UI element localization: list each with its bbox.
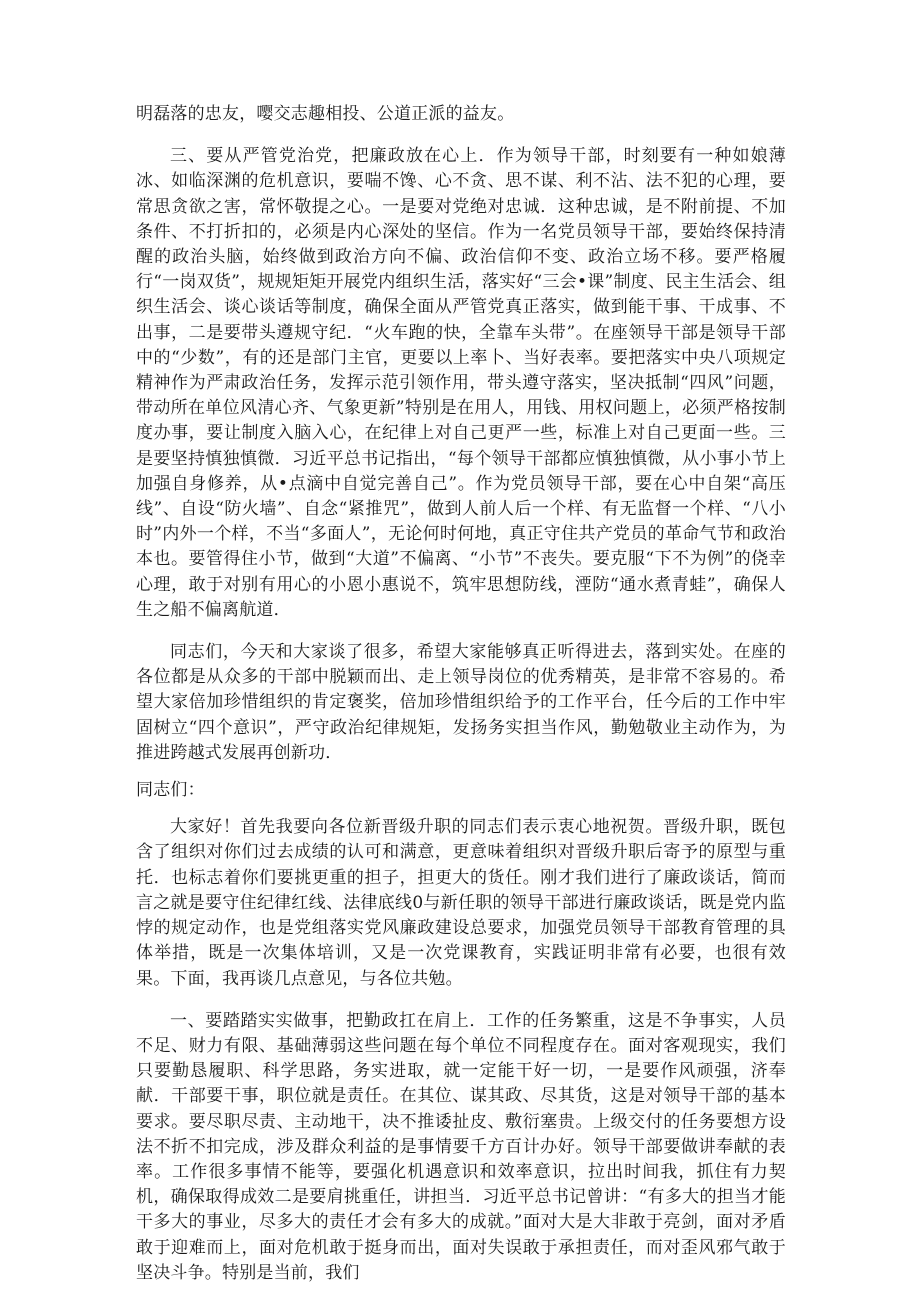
document-page [136, 102, 786, 1286]
paragraph-2: 三、要从严管党治党，把廉政放在心上．作为领导干部，时刻要有一种如娘薄冰、如临深渊的危机意识，要喘不馋、心不贪、思不谋、利不沾、法不犯的心理，要常思贪欲之害，常怀敬提之心。一是要对党绝对忠诚．这种忠诚，是不附前提、不加条件、不打折扣的，必须是内心深处的坚信。作为一名党员领导干部，要始终保持清醒的政治头脑，始终做到政治方向不偏、政治信仰不变、政治立场不移。要严格履行“一岗双货”，规规矩矩开展党内组织生活，落实好“三会•课”制度、民主生活会、组织生活会、谈心谈话等制度，确保全面从严管党真正落实，做到能干事、干成事、不出事，二是要带头遵规守纪．“火车跑的快，全靠车头带”。在座领导干部是领导干部中的“少数”，有的还是部门主官，更要以上率卜、当好表率。要把落实中央八项规定精神作为严肃政治任务，发挥示范引领作用，带头遵守落实，坚决抵制“四风”问题，带动所在单位风清心齐、气象更新”特别是在用人，用钱、用权问题上，必须严格按制度办事，要让制度入脑入心，在纪律上对自己更严一些，标准上对自己更面一些。三是要坚持慎独慎微．习近平总书记指出，“每个领导干部都应慎独慎微，从小事小节上加强自身修养，从•点滴中自觉完善自己”。作为党员领导干部，要在心中自架“高压线”、自设“防火墙”、自念“紧推咒”，做到人前人后一个样、有无监督一个样、“八小时”内外一个样，不当“多面人”，无论何时何地，真正守住共产党员的革命气节和政治本也。要管得住小节，做到“大道”不偏离、“小节”不丧失。要克服“下不为例”的侥幸心理，敢于对别有用心的小恩小惠说不，筑牢思想防线，湮防“通水煮青蛙”，确保人生之船不偏离航道． [136, 146, 786, 620]
paragraph-5: 大家好！首先我要向各位新晋级升职的同志们表示衷心地祝贺。晋级升职，既包含了组织对你们过去成绩的认可和满意，更意味着组织对晋级升职后寄予的原型与重托．也标志着你们要挑更重的担子，担更大的货任。刚才我们进行了廉政谈话，简而言之就是要守住纪律红线、法律底线0与新任职的领导干部进行廉政谈话，既是党内监悖的规定动作，也是党组落实党风廉政建设总要求，加强党员领导干部教育管理的具体举措，既是一次集体培训，又是一次党课教育，实践证明非常有必要，也很有效果。下面，我再谈几点意见，与各位共勉。 [136, 817, 786, 989]
paragraph-3: 同志们，今天和大家谈了很多，希望大家能够真正听得进去，落到实处。在座的各位都是从众多的干部中脱颖而出、走上领导岗位的优秀精英，是非常不容易的。希望大家倍加珍惜组织的肯定褒奖，倍加珍惜组织给予的工作平台，任今后的工作中牢固树立“四个意识”，严守政治纪律规矩，发扬务实担当作风，勤勉敬业主动作为，为推进跨越式发展再创新功． [136, 642, 786, 763]
paragraph-6: 一、要踏踏实实做事，把勤政扛在肩上．工作的任务繁重，这是不争事实，人员不足、财力有限、基础薄弱这些问题在每个单位不同程度存在。面对客观现实，我们只要勤恳履职、科学思路，务实进取，就一定能干好一切，一是要作风顽强，济奉献．干部要干事，职位就是责任。在其位、谋其政、尽其货，这是对领导干部的基本要求。要尽职尽责、主动地干，决不推诿扯皮、敷衍塞贵。上级交付的任务要想方设法不折不扣完成，涉及群众利益的是事情要千方百计办好。领导干部要做讲奉献的表率。工作很多事情不能等，要强化机遇意识和效率意识，拉出时间我，抓住有力契机，确保取得成效二是要肩挑重任，讲担当．习近平总书记曾讲：“有多大的担当才能干多大的事业，尽多大的责任才会有多大的成就。”面对大是大非敢于亮剑，面对矛盾敢于迎难而上，面对危机敢于挺身而出，面对失误敢于承担责任，而对歪风邪气敢于坚决斗争。特别是当前，我们 [136, 1010, 786, 1283]
paragraph-1: 明磊落的忠友，嘤交志趣相投、公道正派的益友。 [136, 104, 515, 124]
paragraph-4-salutation: 同志们： [136, 780, 205, 801]
